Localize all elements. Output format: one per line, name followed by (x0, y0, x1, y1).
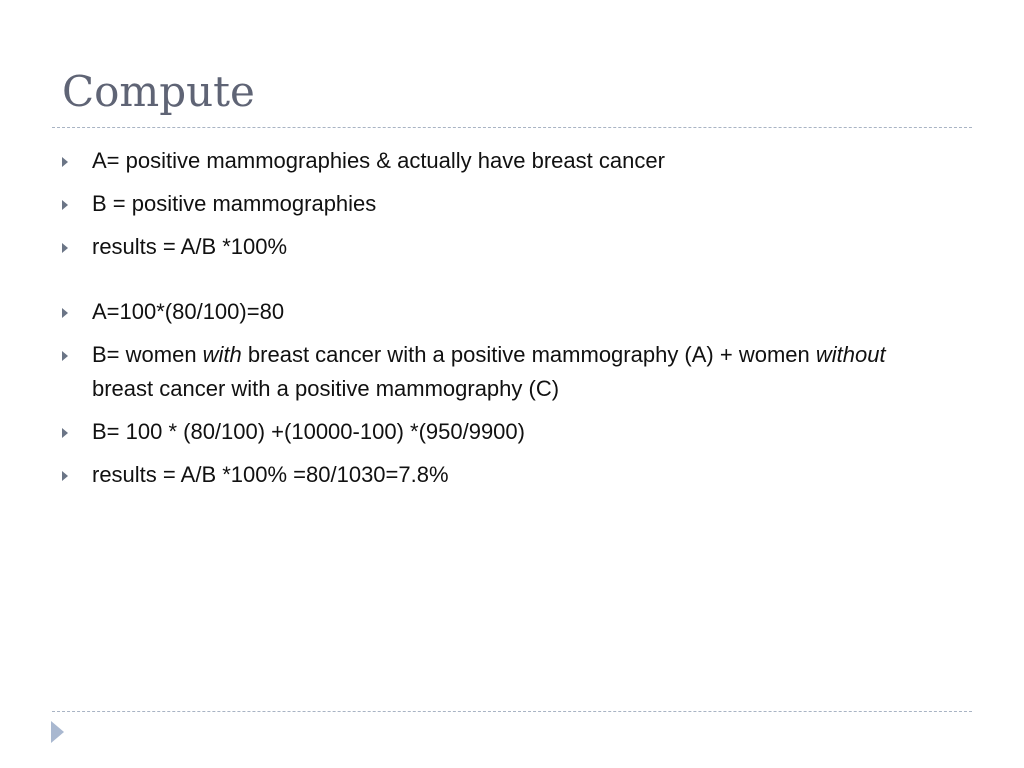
footer-divider (52, 711, 972, 712)
emphasis-with: with (202, 342, 242, 367)
bullet-item (62, 144, 942, 178)
title-divider (52, 127, 972, 128)
bullet-item (62, 230, 942, 264)
triangle-bullet-icon (62, 200, 68, 210)
bullet-item (62, 415, 942, 449)
bullet-item (62, 458, 942, 492)
bullet-text: B= 100 * (80/100) +(10000-100) *(950/9900) (92, 419, 525, 444)
bullet-text: results = A/B *100% =80/1030=7.8% (92, 462, 449, 487)
slide-title: Compute (62, 67, 255, 116)
triangle-bullet-icon (62, 471, 68, 481)
bullet-item (62, 338, 942, 406)
bullet-text-part: breast cancer with a positive mammography (C) (92, 376, 560, 401)
bullet-text-part: B= women (92, 342, 203, 367)
bullet-text: A=100*(80/100)=80 (92, 299, 285, 324)
triangle-bullet-icon (62, 308, 68, 318)
next-slide-arrow-icon[interactable] (51, 721, 64, 743)
bullet-text-part: breast cancer with a positive mammography (A) + women (241, 342, 816, 367)
triangle-bullet-icon (62, 428, 68, 438)
bullet-item (62, 295, 942, 329)
triangle-bullet-icon (62, 157, 68, 167)
bullet-text (92, 342, 886, 401)
bullet-list (62, 144, 942, 501)
bullet-text: results = A/B *100% (92, 234, 288, 259)
bullet-text: B = positive mammographies (92, 191, 377, 216)
triangle-bullet-icon (62, 243, 68, 253)
bullet-text: A= positive mammographies & actually have breast cancer (92, 148, 665, 173)
emphasis-without: without (815, 342, 886, 367)
bullet-item (62, 187, 942, 221)
triangle-bullet-icon (62, 351, 68, 361)
